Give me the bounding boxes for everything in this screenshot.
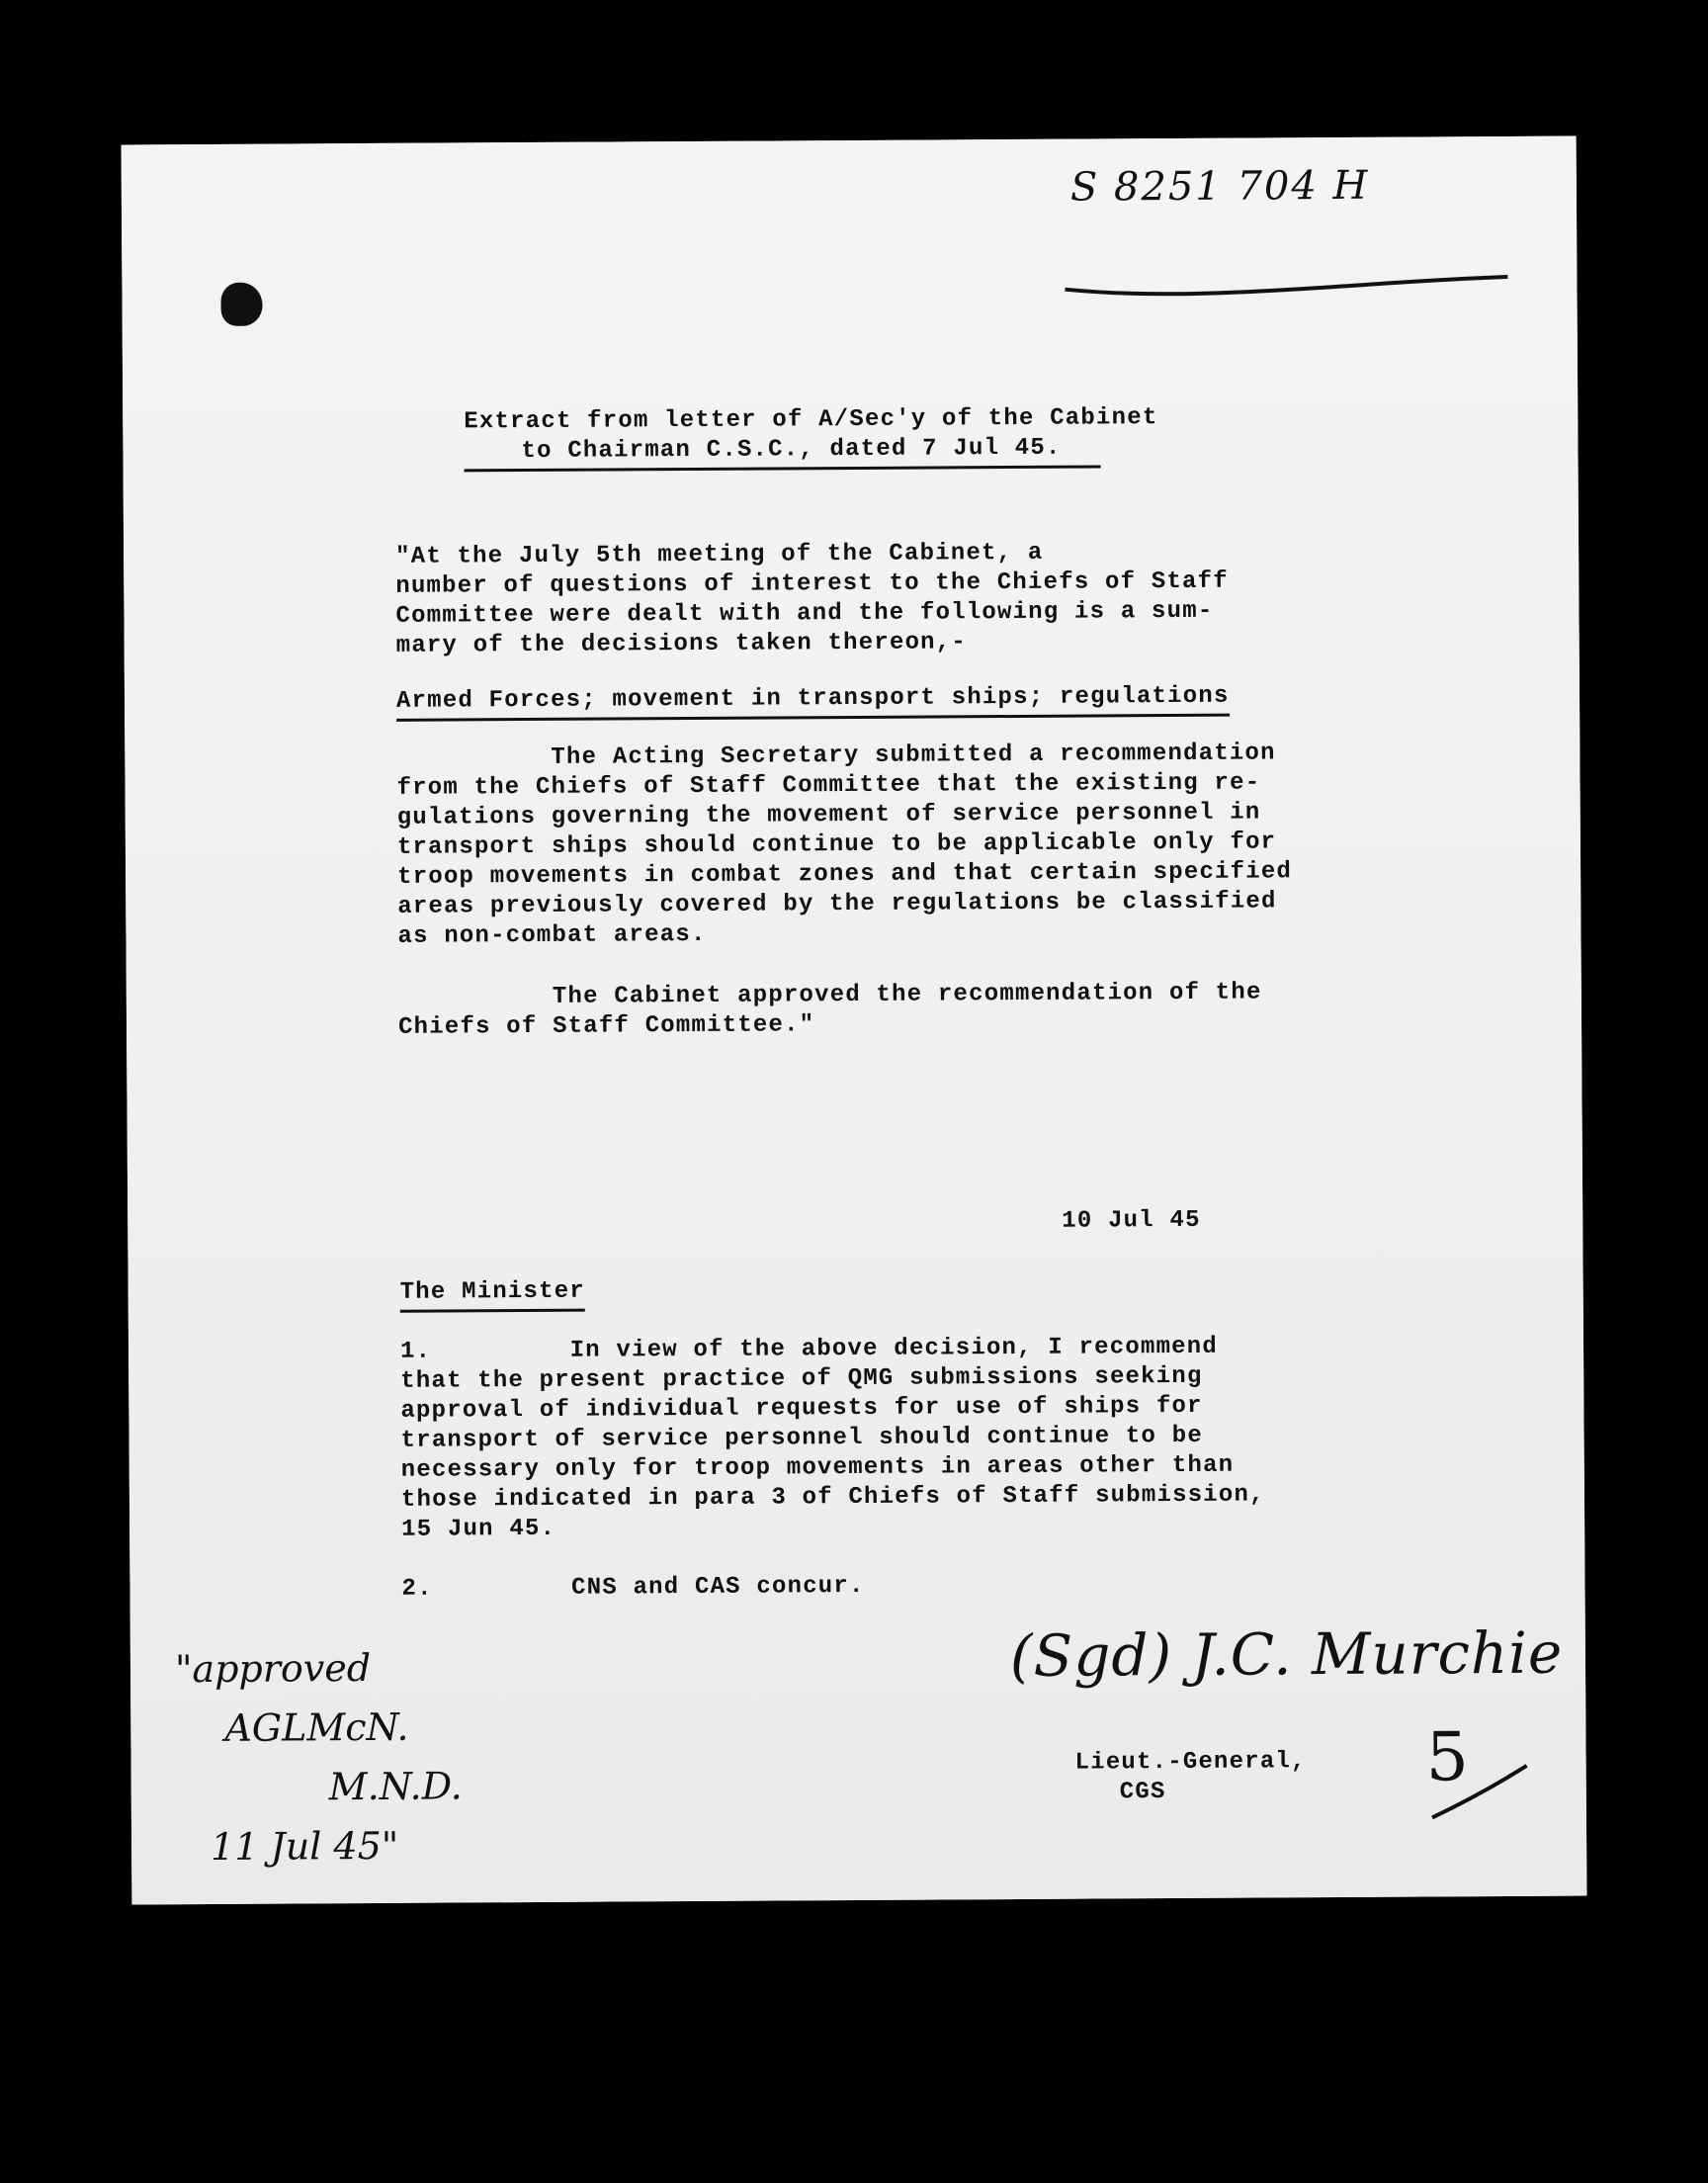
para1-line: transport of service personnel should continue to be [400, 1422, 1203, 1454]
date-line: 10 Jul 45 [1062, 1206, 1201, 1235]
recommendation-line: The Acting Secretary submitted a recommendation [396, 740, 1276, 772]
reference-underline [1061, 265, 1515, 307]
para1-line: 1. In view of the above decision, I recommend [399, 1333, 1219, 1365]
intro-line: Committee were dealt with and the following is a sum- [395, 597, 1214, 630]
page-number: 5 [1425, 1718, 1470, 1797]
header-line-2: to Chairman C.S.C., dated 7 Jul 45. [464, 433, 1100, 472]
recommendation-line: areas previously covered by the regulations be classified [397, 888, 1277, 920]
marginal-note-line: 11 Jul 45" [210, 1823, 399, 1869]
para1-line: approval of individual requests for use of ships for [400, 1392, 1203, 1425]
recommendation-line: as non-combat areas. [397, 920, 707, 950]
para1-line: 15 Jun 45. [401, 1515, 556, 1543]
header-line-1: Extract from letter of A/Sec'y of the Cabinet [464, 404, 1158, 436]
recommendation-line: from the Chiefs of Staff Committee that the existing re- [396, 769, 1261, 802]
marginal-note-line: M.N.D. [328, 1764, 463, 1809]
addressee: The Minister [400, 1277, 585, 1313]
marginal-note-line: AGLMcN. [224, 1704, 409, 1750]
recommendation-line: gulations governing the movement of service personnel in [396, 799, 1261, 831]
intro-line: "At the July 5th meeting of the Cabinet, a [395, 539, 1044, 570]
minute-paragraph-2: 2. CNS and CAS concur. [401, 1572, 865, 1603]
signatory-rank: Lieut.-General, [1074, 1748, 1307, 1777]
approval-line: The Cabinet approved the recommendation of the [397, 979, 1262, 1011]
para1-line: necessary only for troop movements in areas other than [400, 1451, 1235, 1484]
document-page [122, 136, 1587, 1905]
para1-line: those indicated in para 3 of Chiefs of Staff submission, [400, 1481, 1265, 1514]
recommendation-line: transport ships should continue to be applicable only for [396, 829, 1277, 861]
subject-heading: Armed Forces; movement in transport ships; regulations [396, 682, 1230, 722]
marginal-note-line: "approved [174, 1645, 372, 1692]
recommendation-line: troop movements in combat zones and that certain specified [397, 858, 1293, 891]
intro-line: number of questions of interest to the Chiefs of Staff [395, 568, 1229, 600]
ink-blot [220, 283, 262, 326]
page-number-slash [1426, 1758, 1535, 1828]
reference-number: S 8251 704 H [1069, 162, 1370, 211]
handwritten-signature: (Sgd) J.C. Murchie [1009, 1618, 1564, 1691]
approval-line: Chiefs of Staff Committee." [397, 1011, 815, 1041]
intro-line: mary of the decisions taken thereon,- [395, 629, 968, 659]
para1-line: that the present practice of QMG submissions seeking [400, 1362, 1203, 1395]
signatory-title: CGS [1119, 1779, 1166, 1806]
